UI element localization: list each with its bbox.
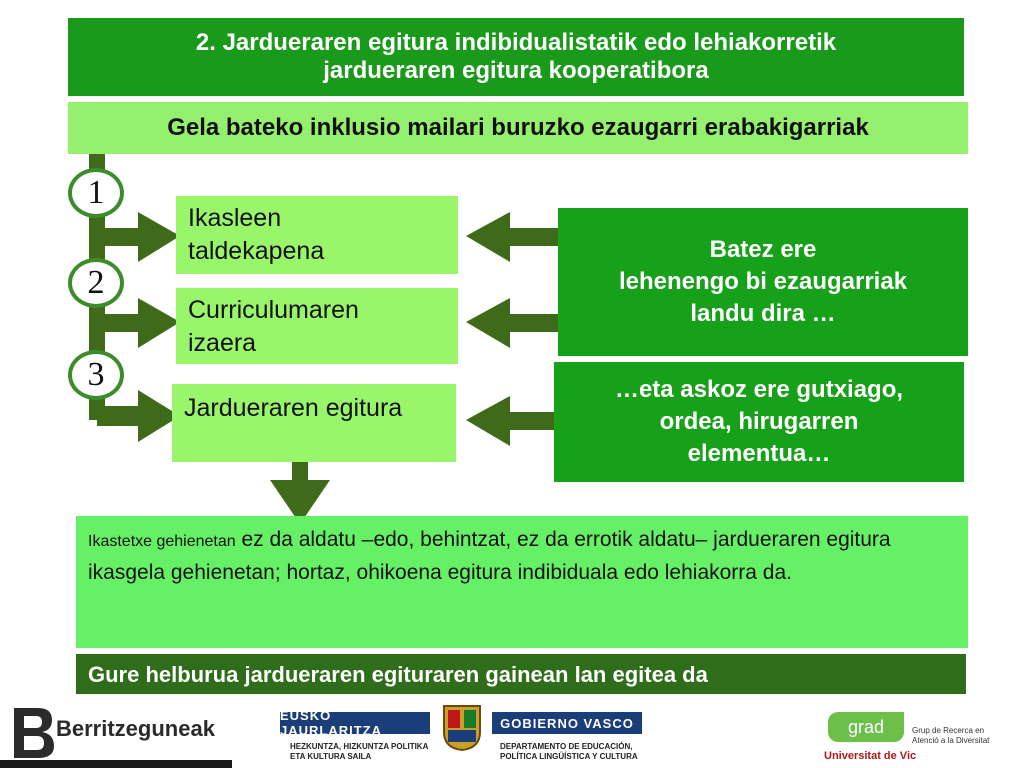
right-box-2-line-2: ordea, hirugarren [659, 408, 859, 435]
subtitle-text: Gela bateko inklusio mailari buruzko ezaugarri erabakigarriak [167, 114, 869, 141]
right-box-2-line-3: elementua… [687, 440, 831, 467]
arrow-to-step-1 [97, 212, 180, 262]
goal-text: Gure helburua jardueraren egituraren gainean lan egitea da [88, 662, 708, 687]
title-line-2: jardueraren egitura kooperatibora [323, 57, 709, 84]
step-1-label-line-2: taldekapena [188, 237, 325, 265]
down-arrow [270, 460, 330, 524]
arrow-to-step-3 [97, 390, 180, 442]
step-box-1 [176, 196, 458, 274]
step-number-2: 2 [68, 258, 124, 308]
eusko-dept: HEZKUNTZA, HIZKUNTZA POLITIKA ETA KULTURA SAILA [290, 742, 429, 761]
step-1-label-line-1: Ikasleen [188, 204, 282, 232]
berritzeguneak-logo-icon [10, 704, 58, 760]
conclusion-text: ez da aldatu –edo, behintzat, ez da errotik aldatu– jardueraren egitura ikasgela gehienetan; hortaz, ohikoena egitura indibiduala edo lehiakorra da. [88, 528, 891, 584]
arrow-to-step-2 [97, 298, 180, 348]
grup-recerca-text: Grup de Recerca en Atenció a la Diversitat [912, 726, 990, 745]
step-3-label-line-1: Jardueraren egitura [184, 394, 403, 422]
universitat-de-vic-text: Universitat de Vic [824, 750, 917, 762]
right-box-2-line-1: …eta askoz ere gutxiago, [614, 376, 904, 403]
right-box-2 [554, 362, 964, 482]
grad-logo [828, 712, 904, 742]
gobierno-dept: DEPARTAMENTO DE EDUCACIÓN, POLÍTICA LINGÜÍSTICA Y CULTURA [500, 742, 638, 761]
arrow-from-box-1 [466, 212, 560, 262]
right-box-1-line-3: landu dira … [690, 300, 836, 327]
gobierno-vasco-text: GOBIERNO VASCO [500, 715, 634, 731]
right-box-1-line-2: lehenengo bi ezaugarriak [618, 268, 908, 295]
footer-rule [0, 760, 232, 768]
berritzeguneak-text: Berritzeguneak [56, 716, 215, 741]
eusko-jaurlaritza-text: EUSKO JAURLARITZA [280, 708, 382, 738]
gobierno-vasco-bar [492, 712, 642, 734]
conclusion-box [76, 516, 968, 648]
conclusion-lead: Ikastetxe gehienetan [88, 533, 236, 550]
step-box-3 [172, 384, 456, 462]
step-number-1: 1 [68, 168, 124, 218]
eusko-jaurlaritza-bar [280, 708, 430, 738]
coat-of-arms-icon [440, 702, 484, 752]
arrow-from-box-1b [466, 298, 560, 348]
step-2-label-line-1: Curriculumaren [188, 296, 359, 324]
step-number-3: 3 [68, 350, 124, 400]
step-box-2 [176, 288, 458, 364]
title-line-1: 2. Jardueraren egitura indibidualistatik edo lehiakorretik [195, 29, 837, 56]
step-2-label-line-2: izaera [188, 329, 257, 357]
grad-logo-text: grad [847, 716, 885, 737]
right-box-1-line-1: Batez ere [709, 236, 817, 263]
goal-bar [76, 654, 966, 694]
arrow-from-box-2 [466, 396, 558, 446]
right-box-1 [558, 208, 968, 356]
